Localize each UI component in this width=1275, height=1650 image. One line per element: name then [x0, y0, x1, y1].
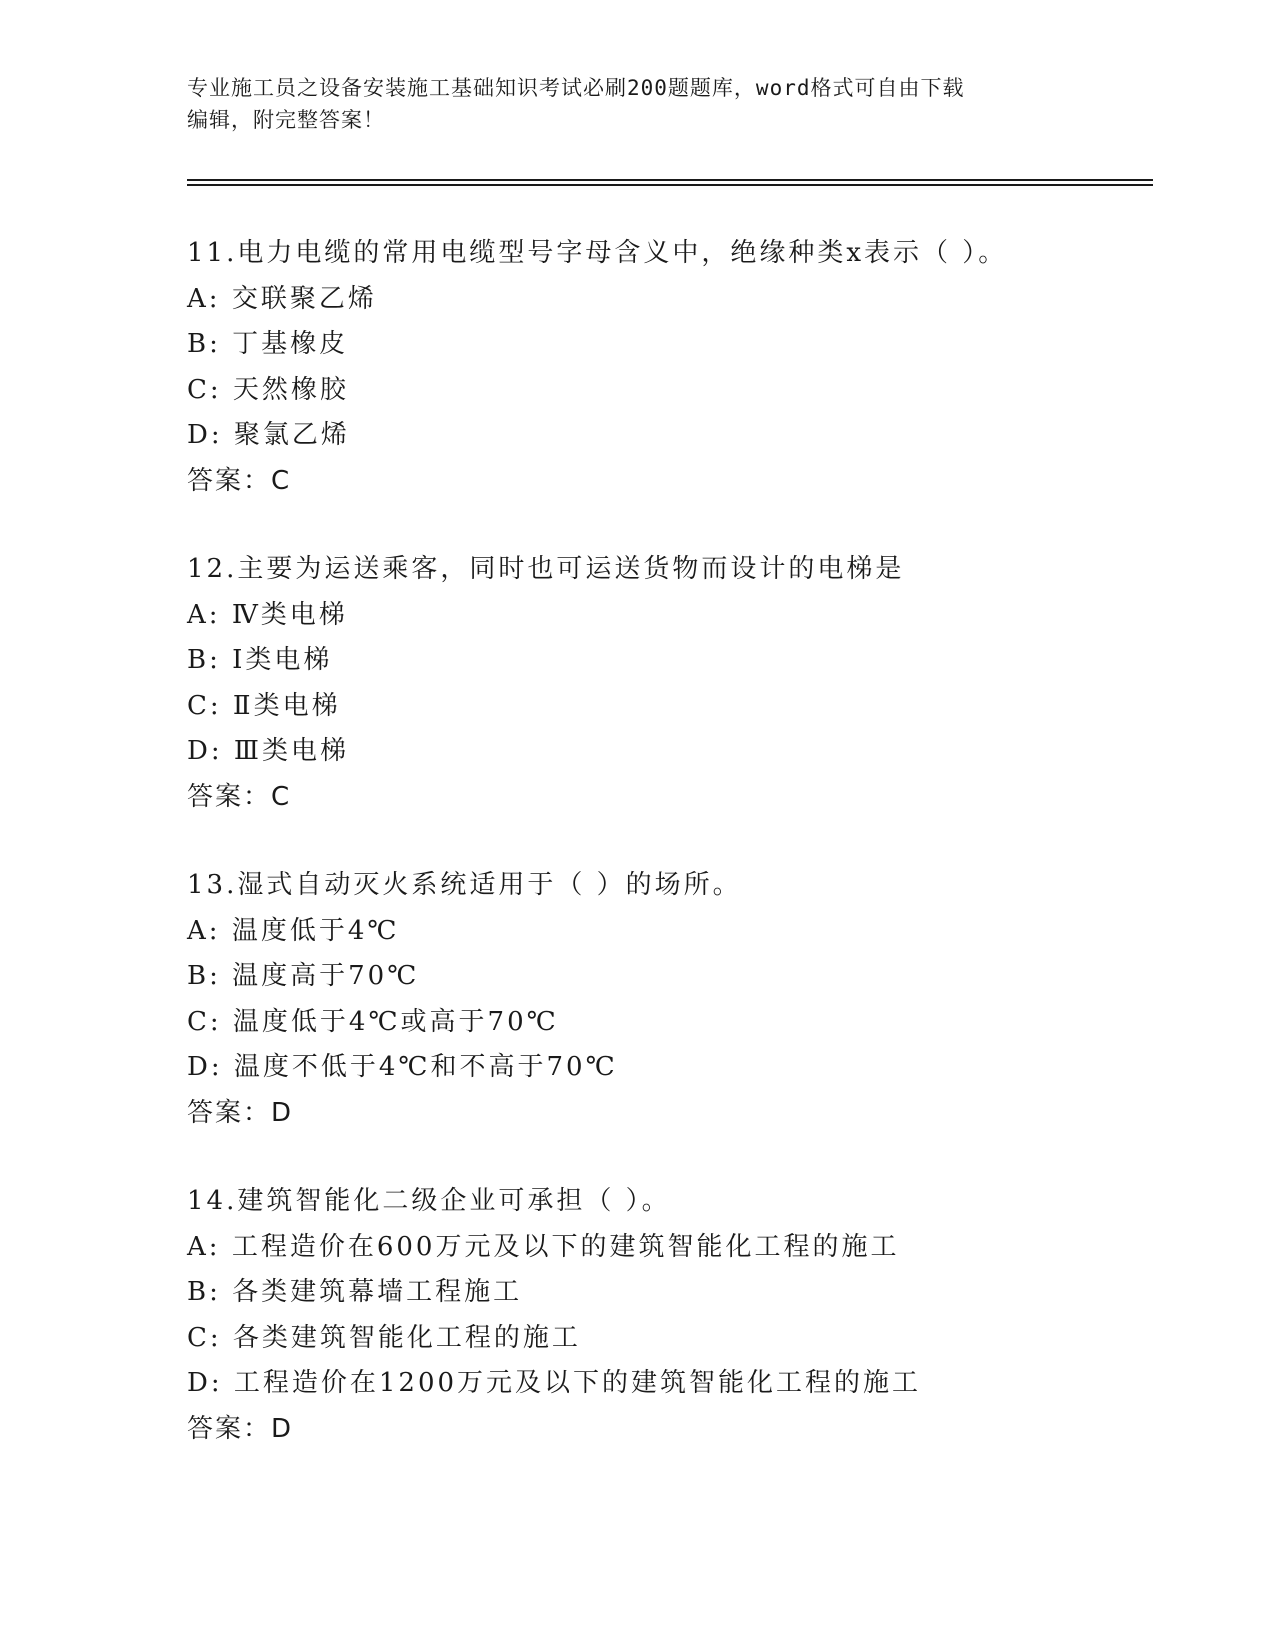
option-text: 温度不低于4℃和不高于70℃ [233, 1052, 618, 1082]
option-c [187, 684, 1153, 730]
option-letter: C: [187, 690, 222, 721]
option-letter: D: [187, 1368, 223, 1398]
question-14 [187, 1179, 1153, 1452]
option-b [187, 954, 1153, 1000]
answer-line: 答案：C [187, 465, 292, 496]
option-letter: C: [187, 1006, 222, 1037]
option-text: 温度高于70℃ [232, 961, 420, 991]
option-letter: C: [187, 374, 222, 405]
option-text: 工程造价在600万元及以下的建筑智能化工程的施工 [231, 1231, 900, 1262]
answer-line: 答案：C [187, 781, 292, 812]
option-text: 交联聚乙烯 [231, 283, 377, 314]
question-11 [187, 231, 1153, 504]
option-letter: D: [187, 420, 223, 450]
option-letter: D: [187, 1052, 223, 1082]
option-letter: A: [187, 915, 221, 946]
option-c [187, 1316, 1153, 1362]
header-rule-top [187, 179, 1153, 181]
option-b [187, 1270, 1153, 1316]
option-text: 天然橡胶 [232, 374, 349, 405]
option-text: 各类建筑幕墙工程施工 [232, 1277, 523, 1307]
header-line-2: 编辑，附完整答案！ [187, 108, 385, 132]
option-a [187, 909, 1153, 955]
option-a [187, 277, 1153, 323]
option-letter: D: [187, 736, 223, 766]
question-stem: 11.电力电缆的常用电缆型号字母含义中，绝缘种类x表示（ ）。 [187, 238, 1008, 268]
question-12 [187, 547, 1153, 820]
question-stem: 13.湿式自动灭火系统适用于（ ）的场所。 [187, 870, 742, 900]
question-stem: 12.主要为运送乘客，同时也可运送货物而设计的电梯是 [187, 554, 905, 584]
question-list [187, 231, 1153, 1495]
option-text: 温度低于4℃或高于70℃ [232, 1006, 559, 1037]
option-text: Ⅱ类电梯 [232, 690, 341, 721]
option-letter: A: [187, 599, 221, 630]
answer-line: 答案：D [187, 1097, 294, 1128]
option-text: 温度低于4℃ [231, 915, 400, 946]
option-text: Ⅰ类电梯 [232, 645, 333, 675]
option-letter: B: [187, 645, 221, 675]
option-letter: A: [187, 283, 221, 314]
option-letter: B: [187, 961, 221, 991]
option-text: 各类建筑智能化工程的施工 [232, 1322, 581, 1353]
option-letter: C: [187, 1322, 222, 1353]
option-a [187, 593, 1153, 639]
option-letter: A: [187, 1231, 221, 1262]
answer-line: 答案：D [187, 1413, 294, 1444]
header-line-1: 专业施工员之设备安装施工基础知识考试必刷200题题库，word格式可自由下载 [187, 76, 965, 100]
option-text: 丁基橡皮 [232, 329, 349, 359]
option-d [187, 1045, 1153, 1091]
option-c [187, 1000, 1153, 1046]
option-text: Ⅳ类电梯 [231, 599, 348, 630]
header-rule-bottom [187, 184, 1153, 186]
option-d [187, 729, 1153, 775]
option-text: Ⅲ类电梯 [233, 736, 349, 766]
option-d [187, 1361, 1153, 1407]
option-text: 聚氯乙烯 [233, 420, 350, 450]
option-a [187, 1225, 1153, 1271]
question-13 [187, 863, 1153, 1136]
option-d [187, 413, 1153, 459]
option-letter: B: [187, 1277, 221, 1307]
option-b [187, 638, 1153, 684]
question-stem: 14.建筑智能化二级企业可承担（ ）。 [187, 1186, 671, 1216]
option-letter: B: [187, 329, 221, 359]
option-b [187, 322, 1153, 368]
option-c [187, 368, 1153, 414]
document-header [187, 72, 1067, 136]
option-text: 工程造价在1200万元及以下的建筑智能化工程的施工 [233, 1368, 922, 1398]
